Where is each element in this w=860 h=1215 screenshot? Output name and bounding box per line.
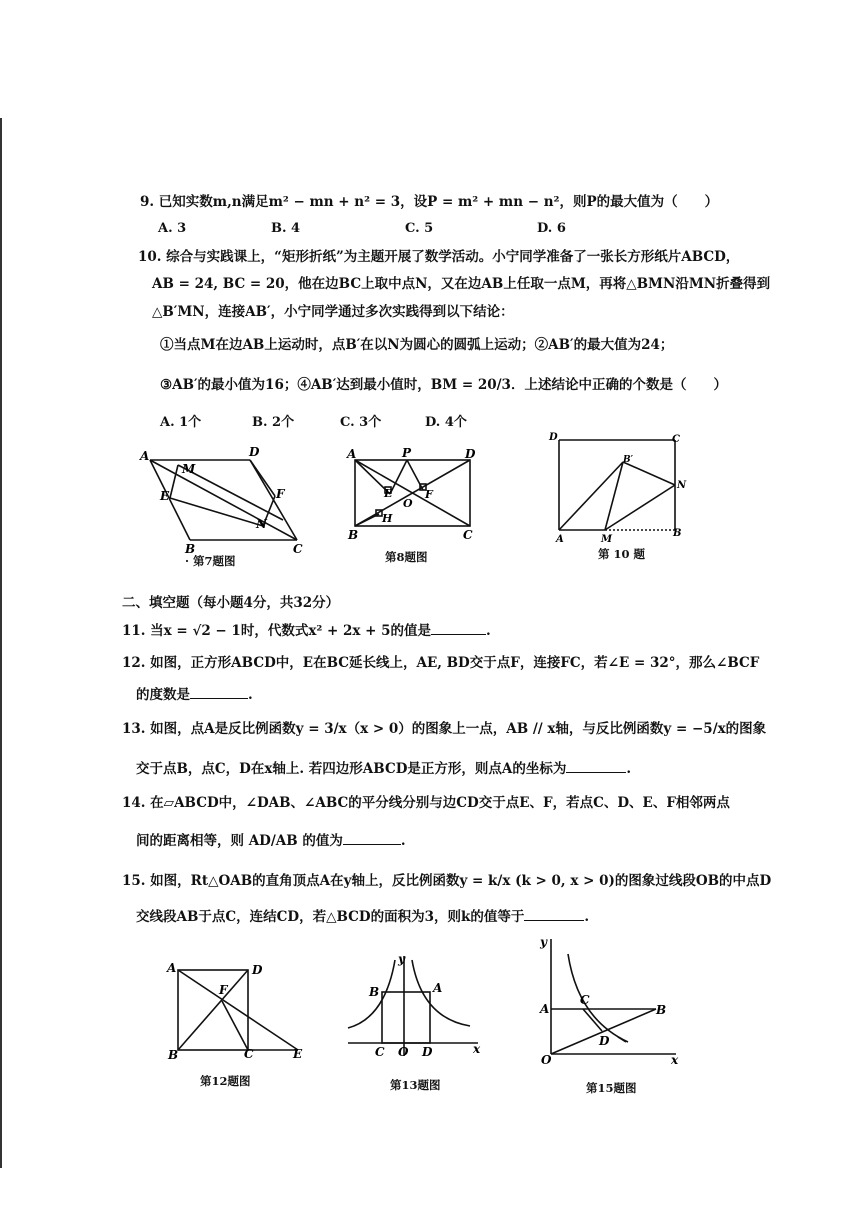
fig7-label-f: F — [276, 487, 285, 501]
fig15-label-a: A — [540, 1002, 550, 1016]
figure-15 — [538, 934, 688, 1069]
q15-answer-blank[interactable] — [524, 908, 584, 921]
fig15-label-o: O — [541, 1053, 552, 1067]
fig10-label-m: M — [601, 534, 613, 545]
fig13-label-x: x — [473, 1042, 481, 1056]
caption-fig15: 第15题图 — [586, 1081, 637, 1095]
q15-line1: 15. 如图，Rt△OAB的直角顶点A在y轴上，反比例函数y = k/x (k > 0, x > 0)的图象过线段OB的中点D — [122, 873, 772, 889]
figure-13 — [340, 948, 490, 1063]
q9-option-d: D. 6 — [537, 221, 566, 236]
q14-line1: 14. 在▱ABCD中，∠DAB、∠ABC的平分线分别与边CD交于点E、F，若点C、D、E、F相邻两点 — [122, 795, 730, 811]
fig8-label-h: H — [382, 512, 393, 525]
q15-end: . — [584, 909, 590, 925]
q10-option-b: B. 2个 — [252, 415, 295, 430]
fig12-label-c: C — [244, 1047, 254, 1061]
fig8-label-f: F — [425, 488, 433, 501]
q13-answer-blank[interactable] — [566, 760, 626, 773]
fig10-label-c: C — [672, 434, 680, 445]
q10-option-c: C. 3个 — [340, 415, 382, 430]
fig13-label-d: D — [422, 1045, 433, 1059]
q12-text: 的度数是 — [136, 687, 190, 703]
q15-text: 交线段AB于点C，连结CD，若△BCD的面积为3，则k的值等于 — [136, 909, 525, 925]
figure-12 — [160, 958, 320, 1063]
q9-stem: 9. 已知实数m,n满足m² − mn + n² = 3，设P = m² + mn − n²，则P的最大值为（ ） — [140, 194, 719, 210]
q10-line4: ①当点M在边AB上运动时，点B′在以N为圆心的圆弧上运动；②AB′的最大值为24； — [160, 337, 674, 353]
fig15-label-c: C — [580, 993, 590, 1007]
figure-7 — [135, 440, 315, 555]
fig8-label-e: E — [384, 487, 393, 500]
fig13-label-y: y — [398, 952, 405, 966]
fig8-label-a: A — [347, 447, 357, 461]
q12-answer-blank[interactable] — [190, 686, 248, 699]
q10-line3: △B′MN，连接AB′，小宁同学通过多次实践得到以下结论： — [152, 304, 514, 320]
q10-option-a: A. 1个 — [160, 415, 202, 430]
fig7-label-d: D — [249, 445, 260, 459]
section2-title: 二、填空题（每小题4分，共32分） — [122, 595, 340, 611]
fig15-label-y: y — [540, 935, 547, 949]
q14-answer-blank[interactable] — [343, 832, 401, 845]
fig8-label-o: O — [403, 497, 413, 510]
q14-text: 间的距离相等，则 AD/AB 的值为 — [136, 833, 343, 849]
fig13-label-a: A — [433, 981, 443, 995]
q13-end: . — [626, 761, 632, 777]
q9-option-a: A. 3 — [158, 221, 187, 236]
fig15-label-b: B — [656, 1003, 667, 1017]
fig13-label-o: O — [398, 1045, 409, 1059]
fig7-label-c: C — [293, 542, 303, 556]
fig7-label-m: M — [182, 462, 196, 476]
q10-line2: AB = 24, BC = 20，他在边BC上取中点N，又在边AB上任取一点M，再将△BMN沿MN折叠得到 — [152, 276, 771, 292]
fig7-label-b: B — [185, 542, 196, 556]
fig7-label-a: A — [140, 449, 150, 463]
q10-option-d: D. 4个 — [425, 415, 467, 430]
q10-line5: ③AB′的最小值为16；④AB′达到最小值时，BM = 20/3．上述结论中正确的个数是（ ） — [160, 377, 727, 393]
q11-text: 11. 当x = √2 − 1时，代数式x² + 2x + 5的值是 — [122, 623, 432, 639]
caption-fig12: 第12题图 — [200, 1074, 251, 1088]
fig15-label-d: D — [599, 1034, 610, 1048]
q9-option-c: C. 5 — [405, 221, 434, 236]
caption-fig8: 第8题图 — [385, 550, 428, 564]
caption-fig10: 第 10 题 — [598, 547, 646, 561]
fig13-label-c: C — [375, 1045, 385, 1059]
fig12-label-d: D — [252, 963, 263, 977]
fig8-label-d: D — [465, 447, 476, 461]
q11-end: . — [486, 623, 491, 639]
fig7-label-e: E — [160, 489, 170, 503]
figure-8 — [345, 440, 485, 545]
figure-10 — [545, 430, 695, 545]
q12-line1: 12. 如图，正方形ABCD中，E在BC延长线上，AE, BD交于点F，连接FC，若∠E = 32°，那么∠BCF — [122, 655, 760, 671]
fig12-label-a: A — [167, 961, 177, 975]
fig12-label-b: B — [168, 1048, 179, 1062]
fig15-label-x: x — [671, 1053, 679, 1067]
fig8-label-p: P — [402, 446, 412, 460]
caption-fig13: 第13题图 — [390, 1078, 441, 1092]
page-edge — [0, 118, 2, 1168]
q13-line2 — [136, 760, 631, 778]
fig10-label-n: N — [677, 480, 687, 491]
fig12-label-f: F — [219, 983, 228, 997]
q9-option-b: B. 4 — [271, 221, 301, 236]
fig10-label-b-prime: B′ — [623, 455, 633, 465]
q13-text: 交于点B，点C，D在x轴上. 若四边形ABCD是正方形，则点A的坐标为 — [136, 761, 567, 777]
q13-line1: 13. 如图，点A是反比例函数y = 3/x（x > 0）的图象上一点，AB // x轴，与反比例函数y = −5/x的图象 — [122, 721, 767, 737]
q14-end: . — [400, 833, 406, 849]
q12-line2 — [136, 686, 253, 704]
fig7-label-n: N — [256, 517, 267, 531]
q11-line — [122, 622, 491, 640]
fig10-label-b: B — [673, 528, 682, 539]
q10-line1: 10. 综合与实践课上，“矩形折纸”为主题开展了数学活动。小宁同学准备了一张长方形纸片ABCD， — [138, 249, 740, 265]
q15-line2 — [136, 908, 589, 926]
fig8-label-b: B — [348, 528, 359, 542]
q12-end: . — [248, 687, 253, 703]
fig8-label-c: C — [463, 528, 473, 542]
q14-line2 — [136, 832, 406, 850]
q11-answer-blank[interactable] — [431, 622, 486, 635]
fig10-label-a: A — [556, 534, 564, 545]
caption-fig7: · 第7题图 — [185, 554, 236, 568]
fig10-label-d: D — [549, 432, 558, 443]
fig12-label-e: E — [293, 1047, 303, 1061]
fig13-label-b: B — [369, 985, 380, 999]
